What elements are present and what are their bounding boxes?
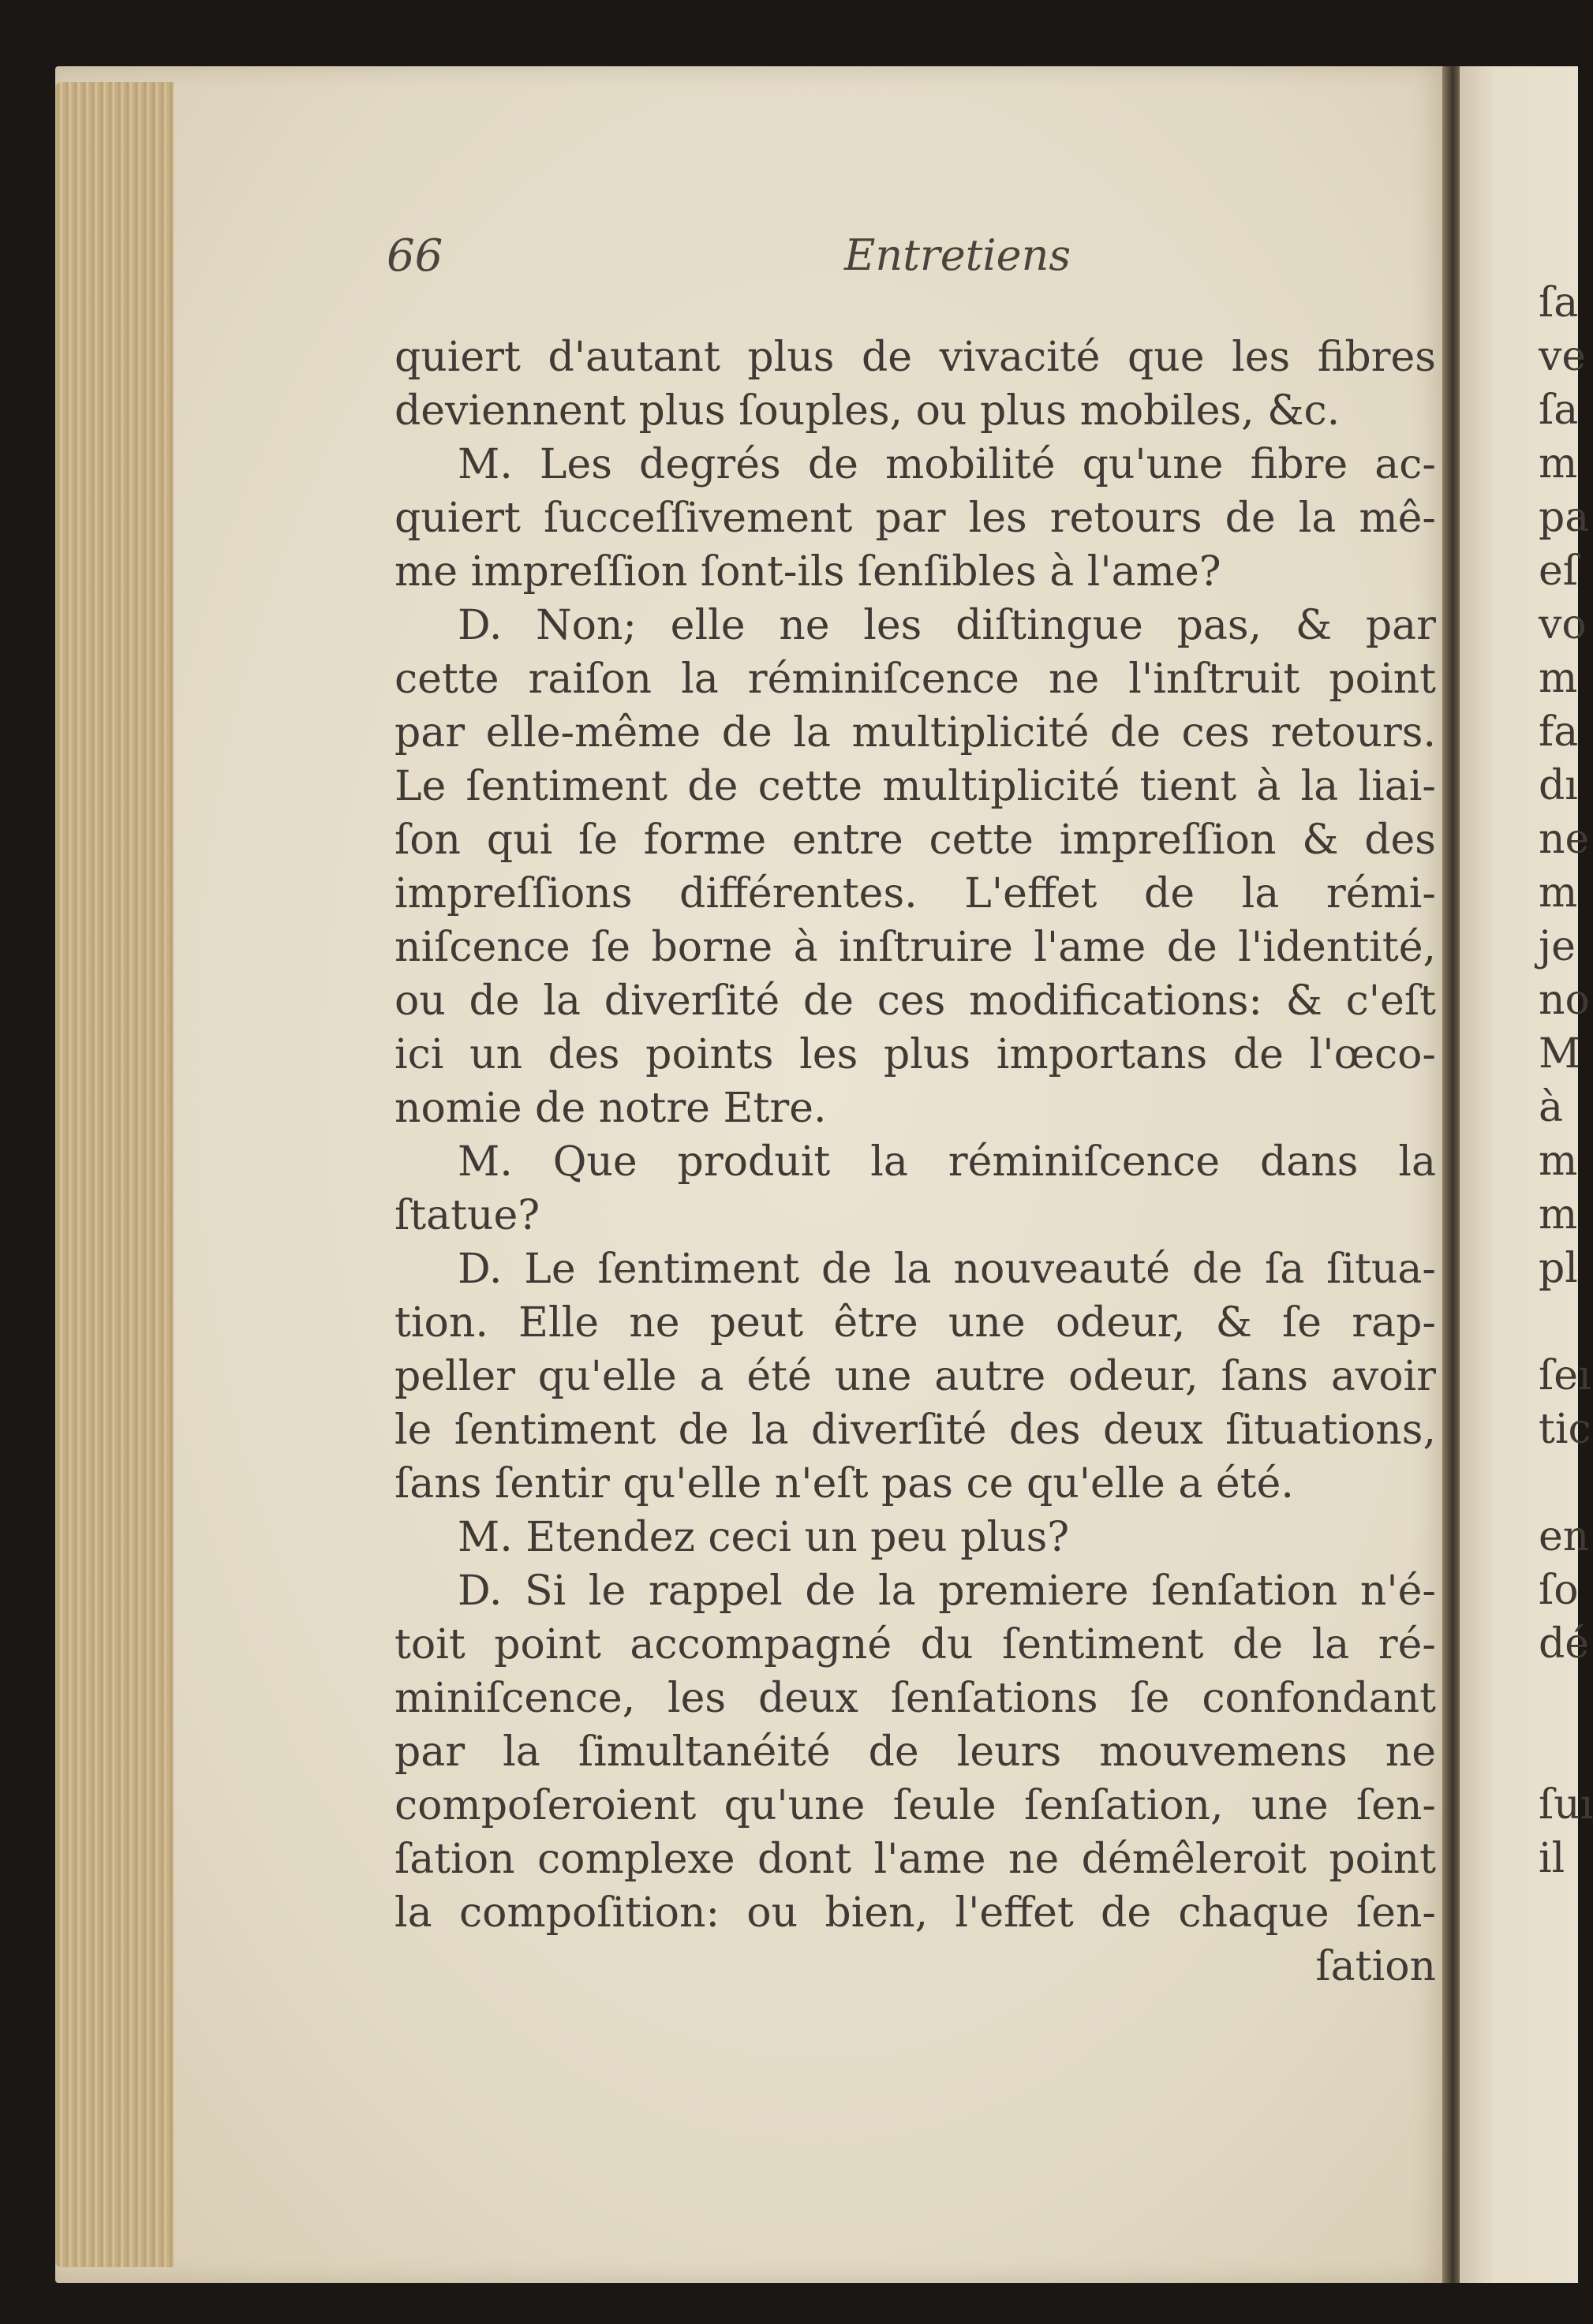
facing-fragment: m <box>1539 869 1578 917</box>
text-line: ici un des points les plus importans de l'œco- <box>395 1031 1436 1078</box>
facing-fragment: ſo <box>1539 1567 1579 1614</box>
text-line: compoſeroient qu'une ſeule ſenſation, une ſen- <box>395 1782 1436 1829</box>
facing-fragment: dé <box>1539 1620 1590 1668</box>
facing-fragment: tic <box>1539 1406 1591 1453</box>
facing-fragment: vo <box>1539 601 1587 648</box>
running-title: Entretiens <box>844 230 1071 280</box>
facing-fragment: ſa <box>1539 279 1579 327</box>
facing-fragment: à <box>1539 1084 1564 1131</box>
facing-fragment: dı <box>1539 762 1578 809</box>
text-line: Le ſentiment de cette multiplicité tient à la liai- <box>395 763 1436 810</box>
text-line: impreſſions différentes. L'effet de la rémi- <box>395 870 1436 917</box>
text-line: quiert ſucceſſivement par les retours de la mê- <box>395 495 1436 542</box>
left-page <box>55 66 1442 2283</box>
text-line: miniſcence, les deux ſenſations ſe confondant <box>395 1675 1436 1722</box>
text-line: ſation complexe dont l'ame ne démêleroit point <box>395 1836 1436 1883</box>
facing-fragment: M <box>1539 1030 1581 1078</box>
page-header <box>55 224 1442 287</box>
facing-fragment: m <box>1539 655 1578 702</box>
facing-fragment: pl <box>1539 1245 1578 1292</box>
book-gutter <box>1442 66 1460 2283</box>
page-edges <box>55 82 174 2267</box>
text-line: D. Si le rappel de la premiere ſenſation n'é- <box>458 1567 1436 1615</box>
text-line: niſcence ſe borne à inſtruire l'ame de l'identité, <box>395 924 1436 971</box>
catchword: ſation <box>1315 1943 1436 1990</box>
text-line: deviennent plus ſouples, ou plus mobiles, &c. <box>395 387 1341 435</box>
facing-fragment: je <box>1539 923 1576 970</box>
facing-fragment: m <box>1539 440 1578 488</box>
facing-fragment: eſ <box>1539 547 1579 595</box>
facing-fragment: il <box>1539 1835 1565 1882</box>
facing-fragment <box>1539 1456 1586 1510</box>
text-line: me impreſſion ſont-ils ſenſibles à l'ame? <box>395 548 1221 596</box>
facing-fragment <box>1539 1295 1586 1349</box>
text-line: toit point accompagné du ſentiment de la ré- <box>395 1621 1436 1668</box>
text-line: par elle-même de la multiplicité de ces retours. <box>395 709 1436 757</box>
text-line: ou de la diverſité de ces modifications: & c'eſt <box>395 977 1436 1025</box>
text-line: nomie de notre Etre. <box>395 1085 827 1132</box>
facing-fragment: m <box>1539 1138 1578 1185</box>
page-number: 66 <box>387 230 443 282</box>
facing-fragment: ne <box>1539 816 1590 863</box>
facing-fragment: ve <box>1539 333 1587 380</box>
text-line: la compoſition: ou bien, l'effet de chaque ſen- <box>395 1889 1436 1937</box>
text-line: M. Etendez ceci un peu plus? <box>458 1514 1070 1561</box>
text-line: cette raiſon la réminiſcence ne l'inſtruit point <box>395 656 1436 703</box>
text-line: tion. Elle ne peut être une odeur, & ſe rap- <box>395 1299 1436 1347</box>
text-line: quiert d'autant plus de vivacité que les fibres <box>395 334 1436 381</box>
facing-fragment: ſa <box>1539 387 1579 434</box>
body-text <box>395 331 1436 1993</box>
facing-fragment: ſuı <box>1539 1781 1593 1829</box>
text-line: M. Les degrés de mobilité qu'une fibre ac- <box>458 441 1436 488</box>
facing-fragment: m <box>1539 1191 1578 1239</box>
text-line: D. Le ſentiment de la nouveauté de ſa ſitua- <box>458 1246 1436 1293</box>
facing-fragment: pa <box>1539 494 1590 541</box>
facing-fragment: no <box>1539 977 1590 1024</box>
facing-fragment <box>1539 1671 1586 1724</box>
text-line: par la ſimultanéité de leurs mouvemens ne <box>395 1728 1436 1776</box>
facing-fragment <box>1539 1724 1586 1778</box>
facing-page-text <box>1539 276 1593 1885</box>
facing-fragment: en <box>1539 1513 1590 1560</box>
text-line: peller qu'elle a été une autre odeur, ſans avoir <box>395 1353 1436 1400</box>
text-line: M. Que produit la réminiſcence dans la <box>458 1138 1436 1186</box>
text-line: le ſentiment de la diverſité des deux ſituations, <box>395 1407 1436 1454</box>
text-line: ſtatue? <box>395 1192 540 1239</box>
text-line: ſon qui ſe forme entre cette impreſſion & des <box>395 816 1436 864</box>
facing-fragment: fa <box>1539 708 1579 756</box>
text-line: ſans ſentir qu'elle n'eſt pas ce qu'elle a été. <box>395 1460 1294 1508</box>
text-line: D. Non; elle ne les diſtingue pas, & par <box>458 602 1436 649</box>
facing-fragment: ſeı <box>1539 1352 1591 1399</box>
